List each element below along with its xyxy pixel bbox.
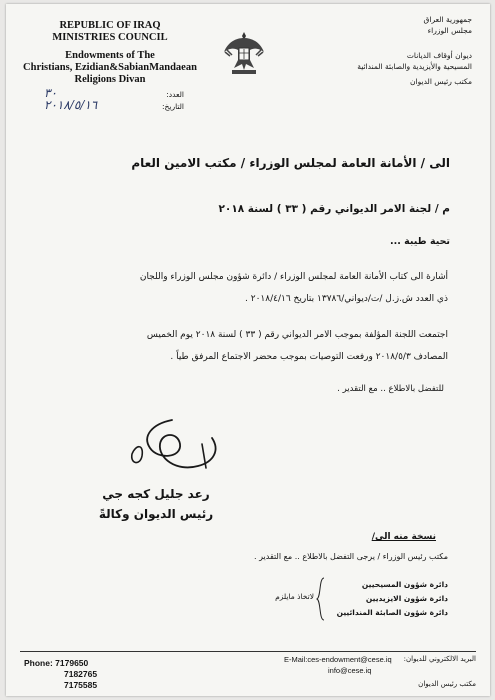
cc-primary — [148, 550, 448, 564]
document-page — [6, 4, 490, 696]
greeting: تحية طيبة ... — [390, 236, 450, 247]
body-line: أشارة الى كتاب الأمانة العامة لمجلس الوزراء / دائرة شؤون مجلس الوزراء واللجان — [139, 272, 448, 282]
addressee-line: الى / الأمانة العامة لمجلس الوزراء / مكتب الامين العام — [131, 156, 450, 170]
header-ar-line: ديوان أوقاف الديانات — [406, 51, 472, 60]
footer-arabic — [396, 654, 476, 690]
reference-block — [44, 88, 184, 112]
header-ar-line: جمهورية العراق — [423, 15, 472, 24]
iraq-eagle-emblem-icon — [222, 30, 266, 76]
ref-number-label: العدد: — [166, 90, 184, 99]
body-paragraph-2 — [28, 324, 448, 368]
header-ar-line: مكتب رئيس الديوان — [410, 77, 472, 86]
header-en-line: Religions Divan — [74, 74, 146, 85]
cc-recipient: دائرة شؤون الايزيديين — [365, 594, 448, 603]
footer-phones — [24, 658, 104, 691]
body-line: ذي العدد ش.ز.ل /ت/ديواني/١٣٧٨٦ بتاريخ ٢٠١٨/٤/١٦ . — [245, 294, 448, 304]
body-paragraph-1 — [28, 266, 448, 310]
email-address: E-Mail:ces-endowment@cese.iq — [284, 655, 392, 664]
footer-divider — [20, 651, 476, 652]
cc-recipient: دائرة شؤون المسيحيين — [361, 580, 448, 589]
header-ar-line: مجلس الوزراء — [427, 26, 472, 35]
signer-name: رعد جليل كجه جي — [102, 487, 210, 501]
header-en-line: Christians, Ezidian&SabianMandaean — [23, 62, 197, 73]
header-en-line: REPUBLIC OF IRAQ — [59, 20, 161, 31]
header-en-line: MINISTRIES COUNCIL — [52, 32, 168, 43]
cc-title: نسخة منه الى/ — [371, 532, 436, 542]
email-address: info@cese.iq — [328, 666, 372, 675]
phone-number: 7182765 — [64, 669, 98, 679]
header-english — [10, 20, 210, 86]
phone-label: Phone: 7179650 — [24, 658, 89, 668]
subject-line: م / لجنة الامر الديواني رقم ( ٣٣ ) لسنة ٢٠١٨ — [218, 203, 450, 215]
ref-date-value: ٢٠١٨/٥/١٦ — [44, 98, 98, 112]
handwritten-signature — [102, 414, 232, 484]
cc-recipient: دائرة شؤون الصابئة المندائيين — [336, 608, 448, 617]
email-label-ar: البريد الالكتروني للديوان: — [403, 655, 476, 663]
signer-title: رئيس الديوان وكالةً — [98, 507, 214, 521]
header-en-line: Endowments of The — [65, 50, 155, 61]
footer-emails — [284, 654, 414, 676]
ref-number-value: ٣٠ — [44, 86, 57, 100]
brace-icon — [316, 577, 326, 621]
office-label-ar: مكتب رئيس الديوان — [418, 680, 476, 688]
signer-block — [76, 484, 236, 524]
cc-line: مكتب رئيس الوزراء / يرجى التفضل بالاطلاع .. مع التقدير . — [254, 552, 448, 561]
header-arabic — [302, 14, 472, 87]
cc-action-note: لاتخاذ مايلزم — [275, 592, 314, 601]
header-ar-line: المسيحية والأيزيدية والصابئة المندائية — [357, 62, 472, 71]
body-line: المصادف ٢٠١٨/٥/٣ ورفعت التوصيات بموجب محضر الاجتماع المرفق طياً . — [170, 352, 448, 362]
phone-number: 7175585 — [64, 680, 98, 690]
closing-line: للتفضل بالاطلاع .. مع التقدير . — [337, 384, 444, 394]
ref-date-label: التاريخ: — [162, 102, 184, 111]
body-line: اجتمعت اللجنة المؤلفة بموجب الامر الديواني رقم ( ٣٣ ) لسنة ٢٠١٨ يوم الخميس — [146, 330, 448, 340]
